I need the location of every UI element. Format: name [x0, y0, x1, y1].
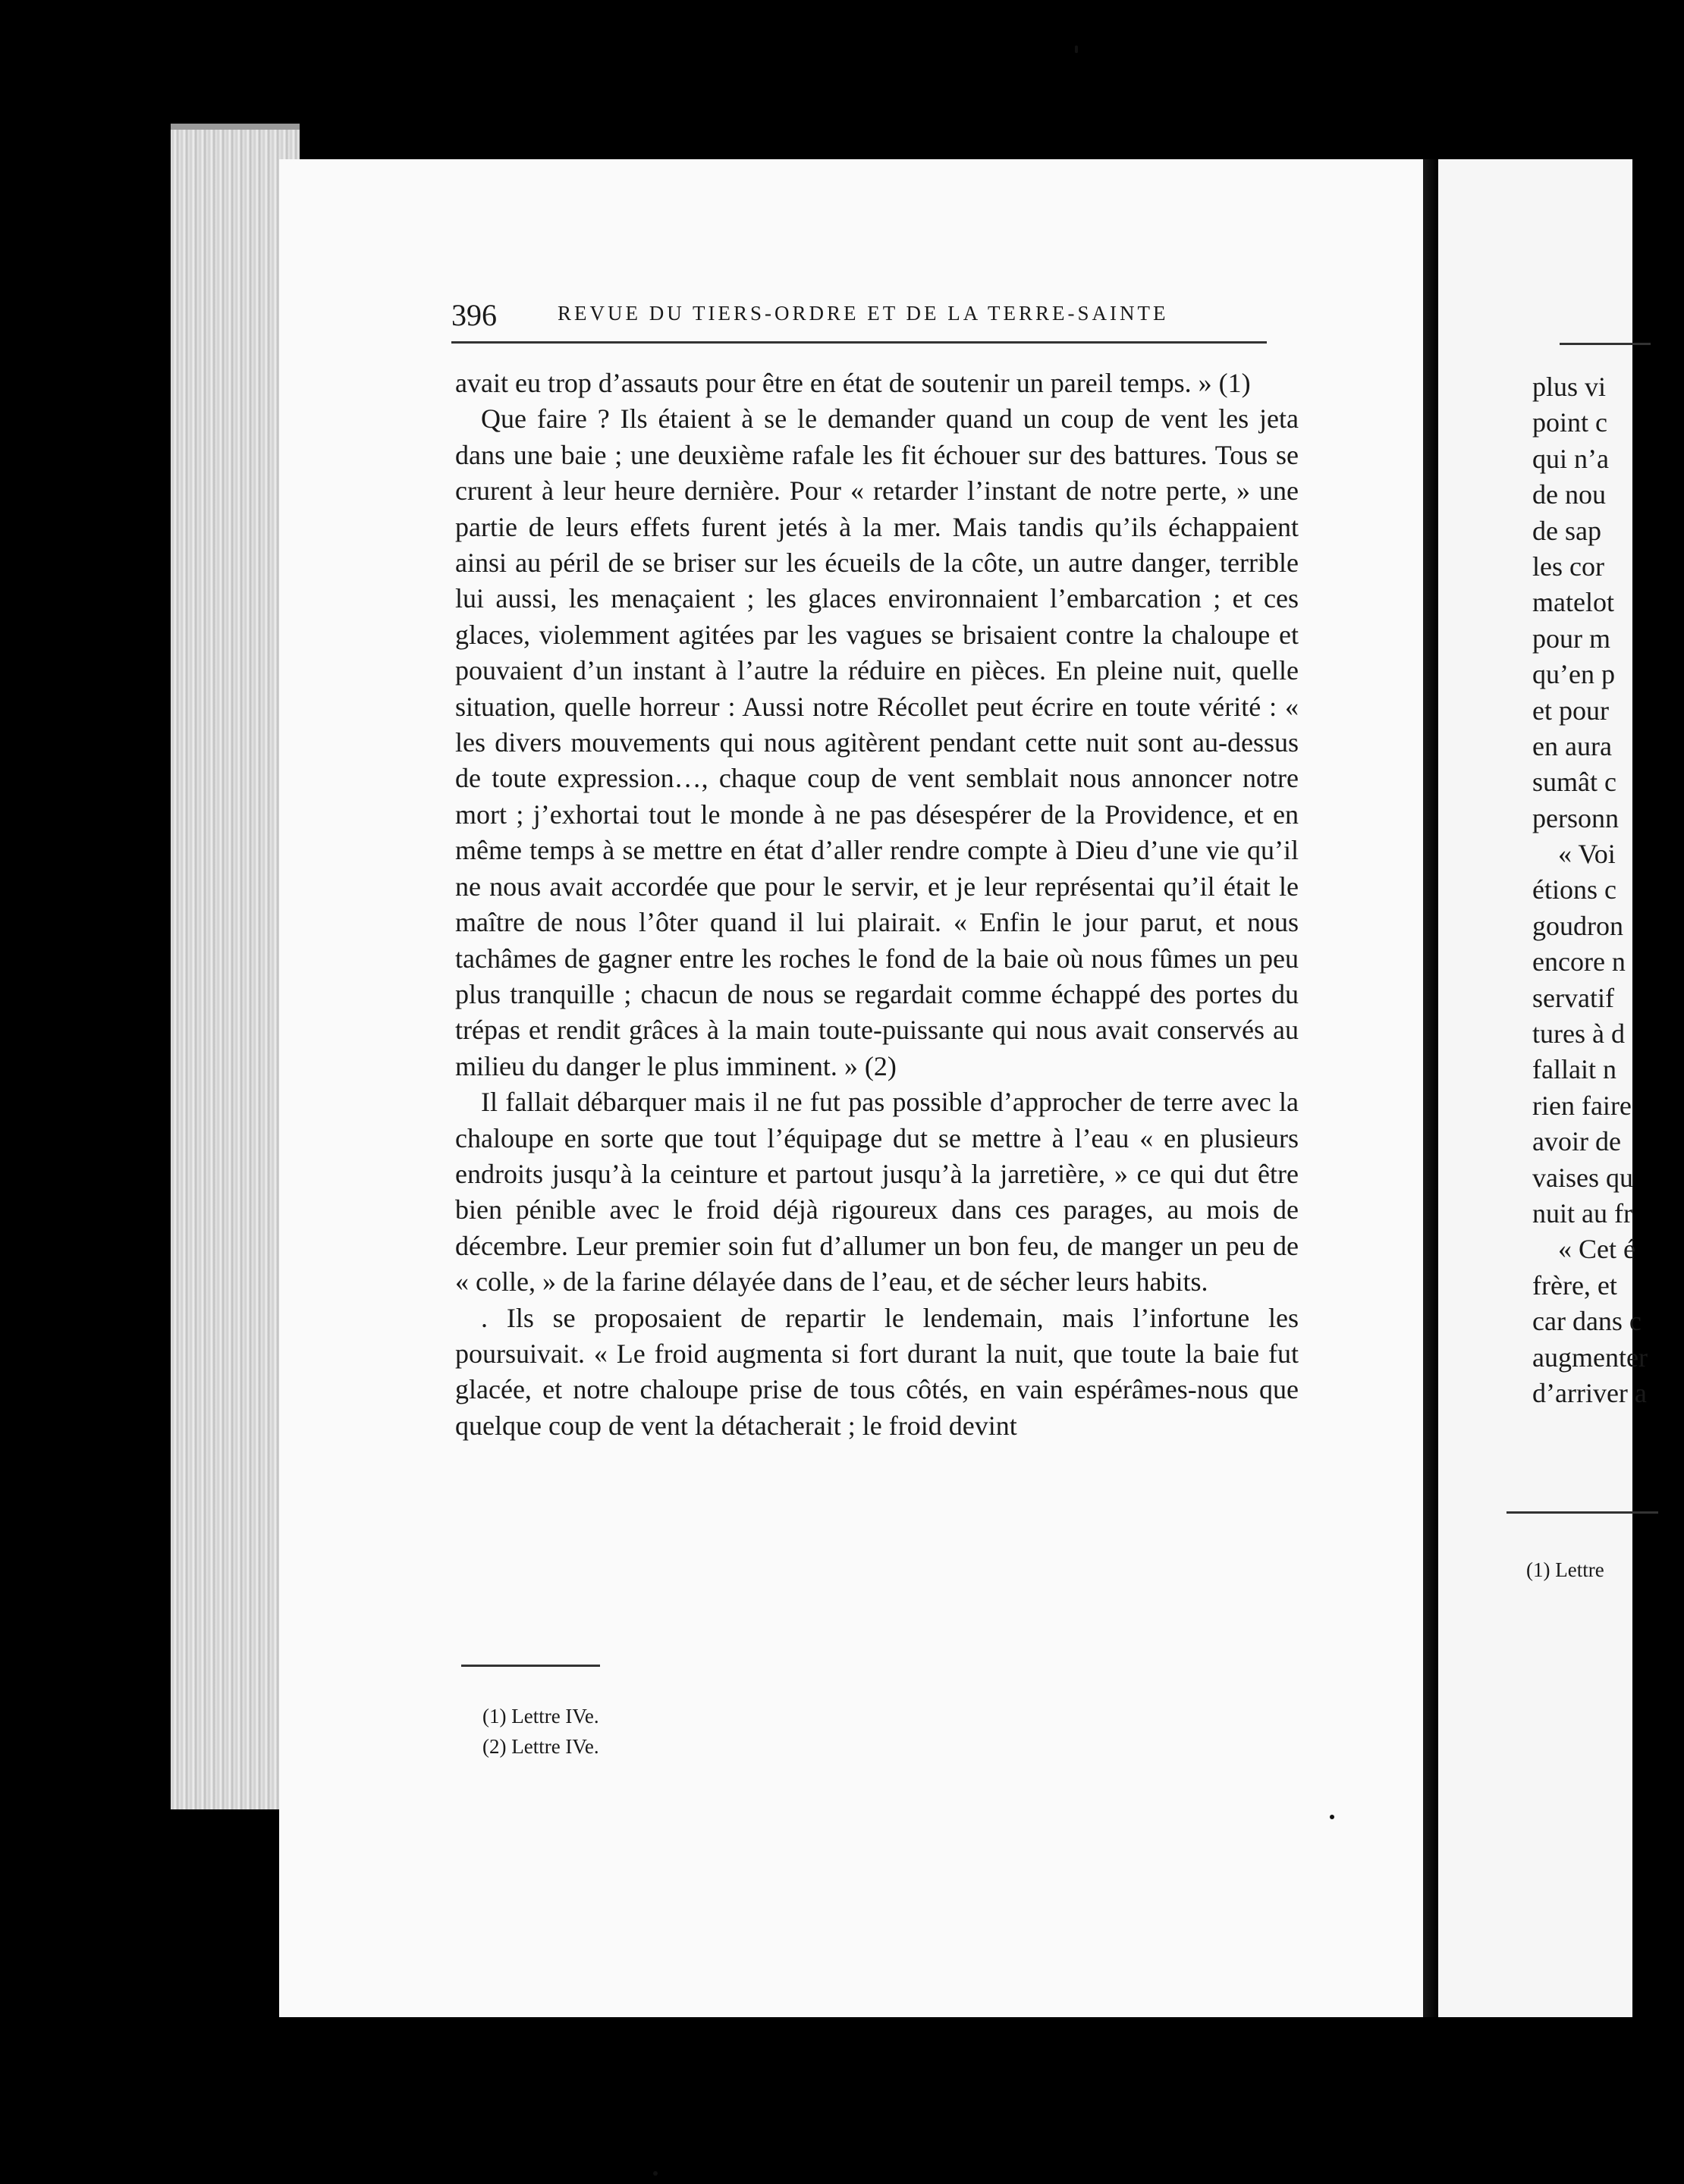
right-text-line: en aura — [1532, 730, 1612, 761]
right-text-line: plus vi — [1532, 372, 1607, 402]
paragraph: Il fallait débarquer mais il ne fut pas possible d’approcher de terre avec la chaloupe en sorte que tout l’équipage dut se mettre à l’eau « en plusieurs endroits jusqu’à la ceinture et partout jusqu’à la jarretière, » ce qui dut être bien pénible avec le froid déjà rigoureux dans ces parages, au mois de décembre. Leur premier soin fut d’allumer un bon feu, de manger un peu de « colle, » de la farine délayée dans de l’eau, et de sécher leurs habits. — [455, 1087, 1299, 1298]
page-number: 396 — [451, 298, 497, 332]
right-text-line: avoir de — [1532, 1126, 1621, 1157]
right-text-line: frère, et — [1532, 1269, 1617, 1301]
right-text-line: rien faire — [1532, 1090, 1632, 1121]
right-text-line: encore n — [1532, 946, 1626, 977]
right-header-rule — [1560, 343, 1651, 345]
right-text-line: augmenter — [1532, 1341, 1648, 1373]
paragraph: . Ils se proposaient de repartir le lendemain, mais l’infortune les poursuivait. « Le froid augmenta si fort durant la nuit, que toute la baie fut glacée, et notre chaloupe prise de tous côtés, en vain espérâmes-nous que quelque coup de vent la détacherait ; le froid devint — [455, 1302, 1299, 1441]
right-text-line: car dans c — [1532, 1306, 1642, 1337]
footnote-rule — [461, 1665, 600, 1667]
right-page-text — [1532, 369, 1684, 1411]
right-text-line: fallait n — [1532, 1054, 1616, 1085]
right-text-line: « Voi — [1558, 839, 1616, 870]
footnote: (2) Lettre IVe. — [482, 1735, 599, 1758]
dust-speck — [653, 2171, 658, 2176]
body-text — [455, 366, 1299, 1444]
right-page — [1438, 159, 1648, 2017]
right-footnote-rule — [1506, 1511, 1658, 1514]
footnote: (1) Lettre IVe. — [482, 1705, 599, 1727]
right-text-line: nuit au fr — [1532, 1197, 1632, 1228]
right-text-line: pour m — [1532, 623, 1610, 654]
page-header — [451, 297, 1267, 343]
dust-speck — [1075, 46, 1078, 53]
right-text-line: qu’en p — [1532, 659, 1615, 690]
paragraph: avait eu trop d’assauts pour être en état de soutenir un pareil temps. » (1) — [455, 368, 1251, 398]
dust-speck — [1330, 1815, 1334, 1819]
running-title: REVUE DU TIERS-ORDRE ET DE LA TERRE-SAINTE — [558, 302, 1169, 325]
right-text-line: matelot — [1532, 587, 1614, 618]
right-text-line: et pour — [1532, 695, 1609, 726]
right-text-line: « Cet é — [1558, 1234, 1635, 1265]
right-text-line: d’arriver a — [1532, 1377, 1647, 1408]
right-text-line: qui n’a — [1532, 443, 1609, 474]
right-text-line: goudron — [1532, 910, 1623, 941]
right-text-line: de sap — [1532, 515, 1601, 546]
right-text-line: les cor — [1532, 551, 1604, 582]
right-footnote: (1) Lettre — [1526, 1558, 1604, 1581]
book-gutter — [1423, 159, 1438, 2017]
footnotes — [482, 1701, 599, 1762]
header-rule — [451, 341, 1267, 344]
right-text-line: étions c — [1532, 874, 1616, 905]
right-text-line: de nou — [1532, 479, 1606, 510]
right-text-line: servatif — [1532, 982, 1614, 1013]
right-text-line: tures à d — [1532, 1018, 1625, 1050]
right-text-line: vaises qu — [1532, 1162, 1633, 1193]
right-text-line: point c — [1532, 407, 1607, 438]
paragraph: Que faire ? Ils étaient à se le demander quand un coup de vent les jeta dans une baie ; une deuxième rafale les fit échouer sur des battures. Tous se crurent à leur heure dernière. Pour « retarder l’instant de notre perte, » une partie de leurs effets furent jetés à la mer. Mais tandis qu’ils échappaient ainsi au péril de se briser sur les écueils de la côte, un autre danger, terrible lui aussi, les menaçaient ; les glaces environnaient l’embarcation ; et ces glaces, violemment agitées par les vagues se brisaient contre la chaloupe et pouvaient d’un instant à l’autre la réduire en pièces. En pleine nuit, quelle situation, quelle horreur : Aussi notre Récollet peut écrire en toute vérité : « les divers mouvements qui nous agitèrent pendant cette nuit sont au-dessus de toute expression…, chaque coup de vent semblait nous annoncer notre mort ; j’exhortai tout le monde à ne pas désespérer de la Providence, et en même temps à se mettre en état d’aller rendre compte à Dieu d’une vie qu’il ne nous avait accordée que pour le servir, et je leur représentai qu’il était le maître de nous l’ôter quand il lui plairait. « Enfin le jour parut, et nous tachâmes de gagner entre les roches le fond de la baie où nous fûmes un peu plus tranquille ; chacun de nous se regardait comme échappé des portes du trépas et rendit grâces à la main toute-puissante qui nous avait conservés au milieu du danger le plus imminent. » (2) — [455, 403, 1299, 1081]
right-text-line: personn — [1532, 802, 1619, 833]
right-text-line: sumât c — [1532, 767, 1616, 798]
